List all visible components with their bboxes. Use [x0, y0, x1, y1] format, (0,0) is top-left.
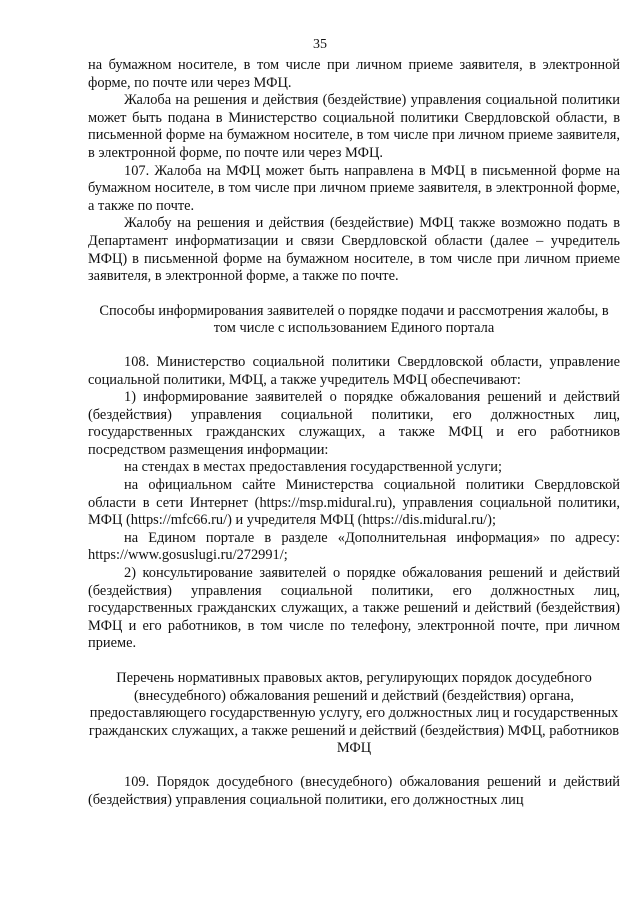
- paragraph-108: 108. Министерство социальной политики Свердловской области, управление социальной политики, МФЦ, а также учредитель МФЦ обеспечивают:: [88, 353, 620, 388]
- section-heading-legal-acts: Перечень нормативных правовых актов, регулирующих порядок досудебного (внесудебного) обжалования решений и действий (бездействия) органа, предоставляющего государственную услугу, его должностных лиц и государственных гражданских служащих, а также решений и действий (бездействия) МФЦ, работников МФЦ: [88, 670, 620, 757]
- paragraph-complaint-mfc: Жалобу на решения и действия (бездействие) МФЦ также возможно подать в Департамент информатизации и связи Свердловской области (далее – учредитель МФЦ) в письменной форме на бумажном носителе, в том числе при личном приеме заявителя, в электронной форме, а также по почте.: [88, 215, 620, 285]
- paragraph-continuation: на бумажном носителе, в том числе при личном приеме заявителя, в электронной форме, по почте или через МФЦ.: [88, 57, 620, 91]
- spacer: [88, 286, 620, 303]
- paragraph-107: 107. Жалоба на МФЦ может быть направлена в МФЦ в письменной форме на бумажном носителе, в том числе при личном приеме заявителя, в электронной форме, а также по почте.: [88, 162, 620, 214]
- list-item-informing: 1) информирование заявителей о порядке обжалования решений и действий (бездействия) управления социальной политики, его должностных лиц, государственных гражданских служащих, а также МФЦ и его работников посредством размещения информации:: [88, 389, 620, 458]
- list-item-websites: на официальном сайте Министерства социальной политики Свердловской области в сети Интернет (https://msp.midural.ru), управления социальной политики, МФЦ (https://mfc66.ru/) и учредителя МФЦ (https://dis.midural.ru/);: [88, 477, 620, 529]
- spacer: [88, 338, 620, 354]
- list-item-unified-portal: на Едином портале в разделе «Дополнительная информация» по адресу: https://www.gosuslugi.ru/272991/;: [88, 529, 620, 564]
- section-heading-informing: Способы информирования заявителей о порядке подачи и рассмотрения жалобы, в том числе с использованием Единого портала: [99, 302, 609, 337]
- spacer: [88, 758, 620, 774]
- paragraph-complaint-usp: Жалоба на решения и действия (бездействие) управления социальной политики может быть подана в Министерство социальной политики Свердловской области, в письменной форме на бумажном носителе, в том числе при личном приеме заявителя, в электронной форме, по почте или через МФЦ.: [88, 92, 620, 161]
- document-body: [88, 57, 620, 809]
- list-item-consulting: 2) консультирование заявителей о порядке обжалования решений и действий (бездействия) управления социальной политики, его должностных лиц, государственных гражданских служащих, а также решений и действий (бездействия) МФЦ и его работников, в том числе по телефону, электронной почте, при личном приеме.: [88, 565, 620, 652]
- list-item-stands: на стендах в местах предоставления государственной услуги;: [124, 459, 502, 476]
- paragraph-109: 109. Порядок досудебного (внесудебного) обжалования решений и действий (бездействия) управления социальной политики, его должностных лиц: [88, 773, 620, 808]
- page-number: 35: [313, 37, 327, 52]
- spacer: [88, 653, 620, 670]
